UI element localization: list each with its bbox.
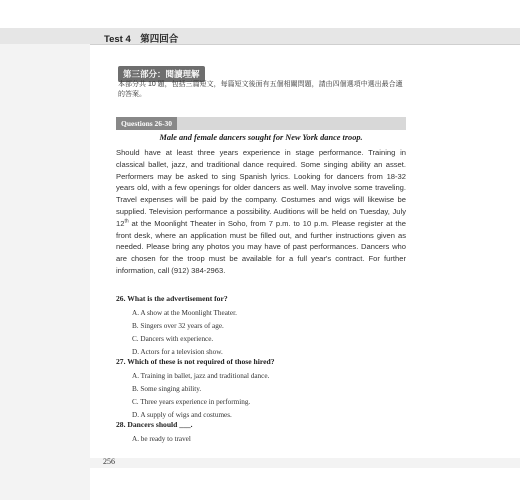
passage-body-text-continued: at the Moonlight Theater in Soho, from 7 p.m. to 10 p.m. Please register at the front desk, where an application must be filled out, and further instructions given as needed. Please bring any photos you may have of past performances. Dancers who are chosen for the troop must be available for a full year's contract. For further information, call (912) 384-2963.	[116, 218, 406, 275]
answer-option: D. Actors for a television show.	[132, 348, 223, 356]
question-stem: 28. Dancers should ___.	[116, 420, 193, 429]
answer-option: B. Some singing ability.	[132, 385, 202, 393]
answer-option: C. Three years experience in performing.	[132, 398, 251, 406]
question-26	[116, 294, 416, 359]
section-label: 第三部分：閱讀理解	[118, 66, 205, 82]
answer-option: A. Training in ballet, jazz and traditional dance.	[132, 372, 270, 380]
passage-superscript: th	[124, 218, 129, 225]
footer-band	[0, 458, 520, 468]
question-stem: 26. What is the advertisement for?	[116, 294, 228, 303]
passage-body	[116, 147, 406, 277]
question-28	[116, 420, 416, 446]
section-instructions: 本部分共 10 題，包括三篇短文，每篇短文後面有五個相關問題，請由四個選項中選出最合適的答案。	[118, 81, 403, 98]
answer-option: C. Dancers with experience.	[132, 335, 214, 343]
passage-title: Male and female dancers sought for New York dance troop.	[159, 133, 363, 142]
left-margin-strip	[0, 44, 90, 500]
question-27	[116, 357, 416, 422]
answer-option: B. Singers over 32 years of age.	[132, 322, 224, 330]
page-header-title: Test 4 第四回合	[104, 34, 179, 45]
question-stem: 27. Which of these is not required of those hired?	[116, 357, 275, 366]
page-number: 256	[103, 457, 115, 466]
passage-body-text: Should have at least three years experience in stage performance. Training in classical ballet, jazz, and traditional dance required. Some singing ability an asset. Performers may be asked to sing Spanish lyrics. Looking for dancers from 18-32 years old, with a few openings for older dancers as well. May involve some traveling. Travel expenses will be paid by the company. Costumes and wigs will likewise be supplied. Television performance a possibility. Auditions will be held on Tuesday, July 12	[116, 148, 406, 228]
answer-option: D. A supply of wigs and costumes.	[132, 411, 232, 419]
header-band	[0, 28, 520, 45]
answer-option: A. A show at the Moonlight Theater.	[132, 309, 237, 317]
answer-option: A. be ready to travel	[132, 435, 191, 443]
questions-range: Questions 26-30	[116, 117, 177, 130]
